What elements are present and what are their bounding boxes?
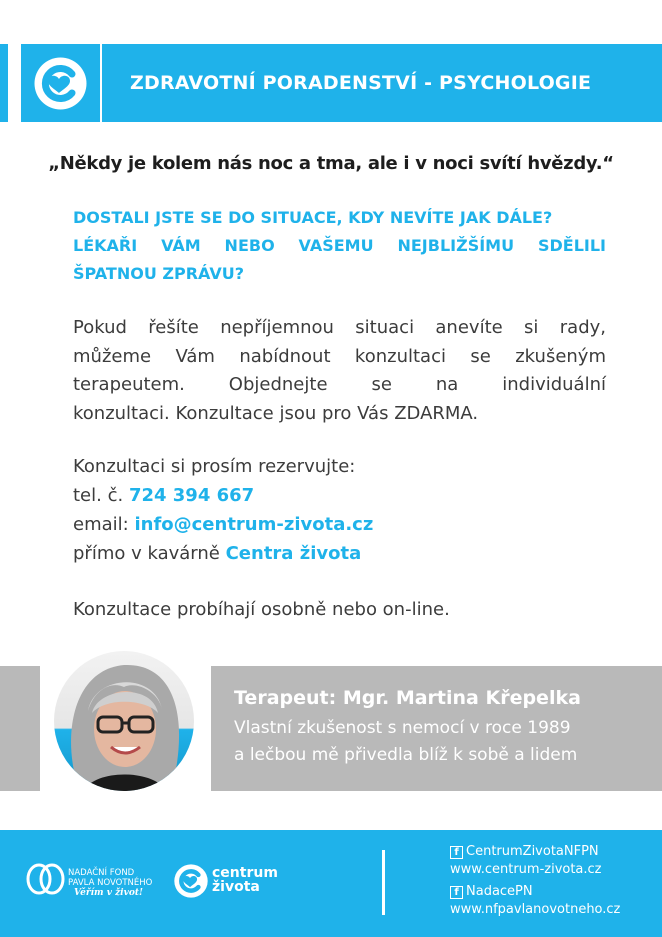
email-link[interactable]: info@centrum-zivota.cz: [134, 514, 374, 535]
cafe-label: přímo v kavárně: [73, 543, 220, 564]
nf-logo-tagline: Věřím v život!: [74, 888, 143, 898]
facebook-link-1[interactable]: [450, 844, 599, 859]
headline-line-1: DOSTALI JSTE SE DO SITUACE, KDY NEVÍTE JAK DÁLE?: [73, 208, 553, 227]
contact-block: [73, 452, 373, 568]
quote: „Někdy je kolem nás noc a tma, ale i v noci svítí hvězdy.“: [48, 153, 614, 174]
paragraph-line-3: terapeutem. Objednejte se na individuální: [73, 374, 606, 395]
therapist-name: Terapeut: Mgr. Martina Křepelka: [234, 687, 581, 709]
website-link-2[interactable]: www.nfpavlanovotneho.cz: [450, 902, 621, 917]
contact-cafe-row: [73, 539, 373, 568]
nf-logo-line-2: PAVLA NOVOTNÉHO: [68, 878, 153, 888]
facebook-handle-2: NadacePN: [466, 884, 533, 899]
contact-phone-row: [73, 481, 373, 510]
contact-intro: Konzultaci si prosím rezervujte:: [73, 456, 356, 477]
header-logo-box: [21, 44, 100, 122]
paragraph-line-4: konzultaci. Konzultace jsou pro Vás ZDARMA.: [73, 402, 479, 424]
phone-label: tel. č.: [73, 485, 124, 506]
header-accent-strip: [0, 44, 8, 122]
therapist-bio-line-1: Vlastní zkušenost s nemocí v roce 1989: [234, 718, 571, 738]
centrum-zivota-logo-icon: [174, 864, 208, 898]
website-link-1[interactable]: www.centrum-zivota.cz: [450, 862, 602, 877]
therapist-photo: [54, 651, 194, 791]
online-note: Konzultace probíhají osobně nebo on-line.: [73, 599, 450, 620]
phone-link[interactable]: 724 394 667: [128, 485, 255, 506]
therapist-band-left: [0, 666, 40, 791]
centrum-zivota-logo-text: [212, 866, 278, 894]
facebook-handle-1: CentrumZivotaNFPN: [466, 844, 599, 859]
facebook-icon: f: [450, 846, 463, 859]
headline-line-2: LÉKAŘI VÁM NEBO VAŠEMU NEJBLIŽŠÍMU SDĚLILI: [73, 236, 606, 255]
facebook-icon: f: [450, 886, 463, 899]
cafe-name: Centra života: [225, 543, 362, 564]
paragraph-line-2: můžeme Vám nabídnout konzultaci se zkušeným: [73, 345, 606, 367]
nadacni-fond-logo-icon: [24, 862, 68, 898]
email-label: email:: [73, 514, 129, 535]
nf-logo-line-1: NADAČNÍ FOND: [68, 868, 135, 878]
headline-line-3: ŠPATNOU ZPRÁVU?: [73, 264, 244, 283]
intro-paragraph: [73, 314, 606, 428]
therapist-bio-line-2: a lečbou mě přivedla blíž k sobě a lidem: [234, 745, 578, 765]
page-title: ZDRAVOTNÍ PORADENSTVÍ - PSYCHOLOGIE: [130, 72, 592, 94]
contact-email-row: [73, 510, 373, 539]
footer-divider: [382, 850, 385, 915]
cz-logo-line-1: centrum: [212, 865, 278, 881]
heart-c-logo-icon: [34, 57, 87, 110]
cz-logo-line-2: života: [212, 879, 260, 895]
facebook-link-2[interactable]: [450, 884, 533, 899]
paragraph-line-1: Pokud řešíte nepříjemnou situaci anevíte si rady,: [73, 317, 606, 338]
nadacni-fond-logo-text: [68, 868, 152, 898]
